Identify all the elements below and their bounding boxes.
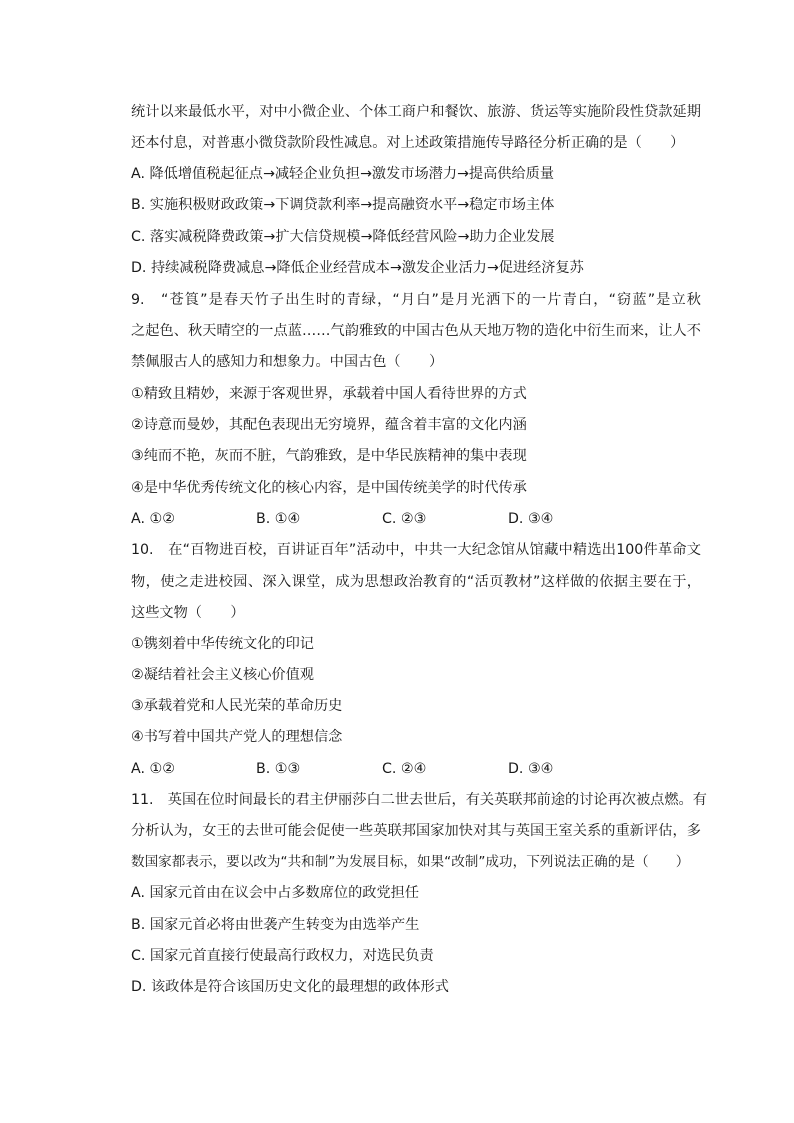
q10-choice-b: B. ①③	[256, 761, 301, 777]
q9-choice-d: D. ③④	[508, 511, 554, 527]
q10-stem-line-3: 这些文物（ ）	[131, 605, 245, 621]
q11-option-d: D. 该政体是符合该国历史文化的最理想的政体形式	[131, 979, 449, 995]
q8-stem-line-2: 还本付息，对普惠小微贷款阶段性减息。对上述政策措施传导路径分析正确的是（ ）	[131, 135, 685, 151]
q11-option-c: C. 国家元首直接行使最高行政权力，对选民负责	[131, 948, 434, 964]
q9-choices	[131, 507, 701, 531]
q9-statement-2: ②诗意而曼妙，其配色表现出无穷境界，蕴含着丰富的文化内涵	[131, 417, 527, 433]
q11-option-b: B. 国家元首必将由世袭产生转变为由选举产生	[131, 917, 420, 933]
q11-stem-line-3: 数国家都表示，要以改为“共和制”为发展目标，如果“改制”成功，下列说法正确的是（ ）	[131, 854, 690, 870]
q11-option-a: A. 国家元首由在议会中占多数席位的政党担任	[131, 885, 420, 901]
q8-option-c: C. 落实减税降费政策→扩大信贷规模→降低经营风险→助力企业发展	[131, 229, 555, 245]
q9-choice-a: A. ①②	[131, 511, 175, 527]
q10-stem-line-2: 物，使之走进校园、深入课堂，成为思想政治教育的“活页教材”这样做的依据主要在于，	[131, 574, 701, 590]
q10-choice-c: C. ②④	[382, 761, 427, 777]
q8-option-a: A. 降低增值税起征点→减轻企业负担→激发市场潜力→提高供给质量	[131, 166, 555, 182]
q8-option-d: D. 持续减税降费减息→降低企业经营成本→激发企业活力→促进经济复苏	[131, 260, 584, 276]
q10-statement-4: ④书写着中国共产党人的理想信念	[131, 729, 343, 745]
q9-statement-3: ③纯而不艳，灰而不脏，气韵雅致，是中华民族精神的集中表现	[131, 448, 527, 464]
q9-choice-b: B. ①④	[256, 511, 301, 527]
q11-stem-line-2: 分析认为，女王的去世可能会促使一些英联邦国家加快对其与英国王室关系的重新评估，多	[131, 823, 701, 839]
q10-statement-3: ③承载着党和人民光荣的革命历史	[131, 698, 343, 714]
q10-choices	[131, 757, 701, 781]
q10-stem-line-1: 10. 在“百物进百校，百讲证百年”活动中，中共一大纪念馆从馆藏中精选出100件革命文	[131, 542, 701, 558]
q9-statement-4: ④是中华优秀传统文化的核心内容，是中国传统美学的时代传承	[131, 480, 527, 496]
q10-choice-d: D. ③④	[508, 761, 554, 777]
q9-stem-line-1: 9. “苍筤”是春天竹子出生时的青绿，“月白”是月光洒下的一片青白，“窃蓝”是立秋	[131, 292, 701, 308]
q10-statement-1: ①镌刻着中华传统文化的印记	[131, 636, 314, 652]
q10-statement-2: ②凝结着社会主义核心价值观	[131, 667, 314, 683]
q9-statement-1: ①精致且精妙，来源于客观世界，承载着中国人看待世界的方式	[131, 386, 527, 402]
q9-stem-line-3: 禁佩服古人的感知力和想象力。中国古色（ ）	[131, 354, 444, 370]
q9-stem-line-2: 之起色、秋天晴空的一点蓝……气韵雅致的中国古色从天地万物的造化中衍生而来，让人不	[131, 323, 701, 339]
q9-choice-c: C. ②③	[382, 511, 427, 527]
q11-stem-line-1: 11. 英国在位时间最长的君主伊丽莎白二世去世后，有关英联邦前途的讨论再次被点燃。有	[131, 792, 707, 808]
q8-option-b: B. 实施积极财政政策→下调贷款利率→提高融资水平→稳定市场主体	[131, 197, 555, 213]
q10-choice-a: A. ①②	[131, 761, 175, 777]
q8-stem-line-1: 统计以来最低水平，对中小微企业、个体工商户和餐饮、旅游、货运等实施阶段性贷款延期	[131, 104, 701, 120]
